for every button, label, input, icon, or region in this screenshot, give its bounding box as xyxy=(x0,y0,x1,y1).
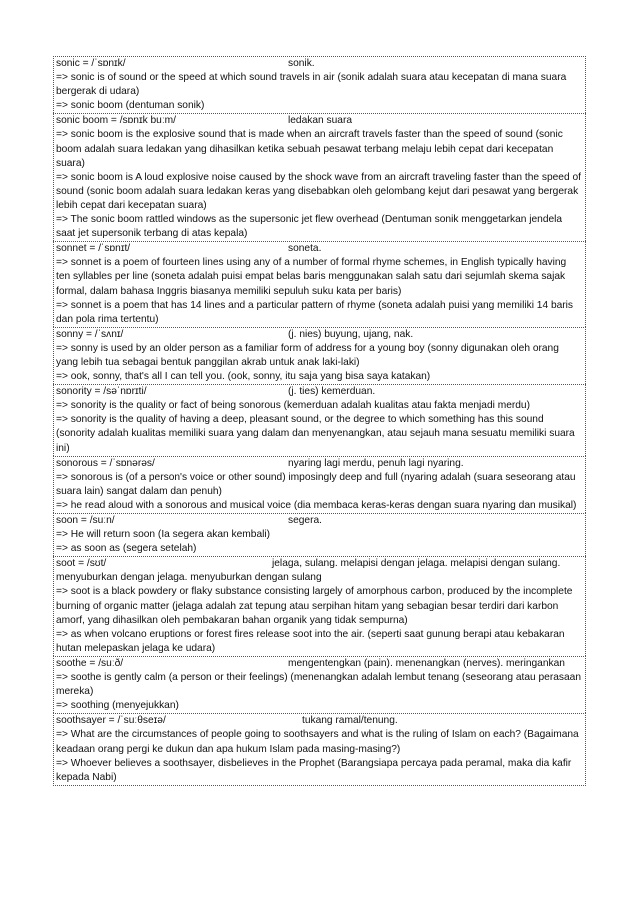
entry-example: => sonny is used by an older person as a familiar form of address for a young boy (sonny digunakan oleh orang yang lebih tua sebagai bentuk panggilan akrab untuk anak laki-laki) xyxy=(56,342,559,368)
entry-headline xyxy=(56,514,583,528)
dictionary-entry xyxy=(53,113,586,241)
entry-headword: soothsayer = /ˈsuːθseɪə/ xyxy=(56,715,166,727)
entry-headline xyxy=(56,114,583,128)
entry-headline xyxy=(56,242,583,256)
entry-example: => The sonic boom rattled windows as the supersonic jet flew overhead (Dentuman sonik menggetarkan jendela saat jet supersonik terbang di atas kepala) xyxy=(56,214,563,240)
entry-example: => sonority is the quality or fact of being sonorous (kemerduan adalah kualitas atau fakta menjadi merdu) xyxy=(56,400,530,412)
entry-translation: ledakan suara xyxy=(288,115,353,127)
entry-headword: sonnet = /ˈsɒnɪt/ xyxy=(56,243,131,255)
entry-translation: mengentengkan (pain). menenangkan (nerves). meringankan xyxy=(288,657,565,669)
entry-headline xyxy=(56,385,583,399)
entry-example: => sonic boom is the explosive sound that is made when an aircraft travels faster than the speed of sound (sonic boom adalah suara ledakan yang dihasilkan ketika sebuah pesawat terbang melaju lebih cepat dari kecepatan suara) xyxy=(56,129,563,169)
entry-example: => he read aloud with a sonorous and musical voice (dia membaca keras-keras dengan suara nyaring dan musikal) xyxy=(56,499,577,511)
dictionary-entry xyxy=(53,556,586,656)
entry-headword: soon = /suːn/ xyxy=(56,515,115,526)
entry-example: => Whoever believes a soothsayer, disbelieves in the Prophet (Barangsiapa percaya pada peramal, maka dia kafir kepada Nabi) xyxy=(56,757,572,783)
dictionary-entry xyxy=(53,56,586,113)
entry-translation: jelaga, sulang. melapisi dengan jelaga. melapisi dengan sulang. xyxy=(272,558,561,570)
entry-example: => sonic is of sound or the speed at which sound travels in air (sonik adalah suara atau kecepatan di mana suara bergerak di udara) xyxy=(56,72,567,98)
entry-headline xyxy=(56,557,583,571)
entry-translation: sonik. xyxy=(288,58,315,69)
dictionary-entry xyxy=(53,713,586,785)
entry-headline xyxy=(56,714,583,728)
entry-headword: sonorous = /ˈsɒnərəs/ xyxy=(56,457,155,469)
entry-headword: soothe = /suːð/ xyxy=(56,657,124,669)
entry-headword: sonic boom = /sɒnɪk buːm/ xyxy=(56,115,176,127)
entry-continuation: menyuburkan dengan jelaga. menyuburkan dengan sulang xyxy=(56,572,322,584)
entry-translation: tukang ramal/tenung. xyxy=(302,715,398,727)
entry-example: => soot is a black powdery or flaky substance consisting largely of amorphous carbon, produced by the incomplete burning of organic matter (jelaga adalah zat tepung atau serpihan hitam yang sebagian besar terdiri dari karbon amorf, yang dihasilkan oleh pembakaran bahan organik yang tidak sempurna) xyxy=(56,586,573,626)
entry-headword: sonority = /səˈnɒrɪti/ xyxy=(56,386,147,398)
entry-example: => sonorous is (of a person's voice or other sound) imposingly deep and full (nyaring adalah (suara seseorang atau suara lain) sangat dalam dan penuh) xyxy=(56,471,576,497)
dictionary-entry xyxy=(53,456,586,513)
entry-translation: (j. nies) buyung, ujang, nak. xyxy=(288,328,414,340)
entry-example: => sonnet is a poem of fourteen lines using any of a number of formal rhyme schemes, in English typically having ten syllables per line (soneta adalah puisi empat belas baris menggunakan salah satu dari sejumlah skema sajak formal, dalam bahasa Inggris biasanya memiliki sepuluh suku kata per baris) xyxy=(56,257,567,297)
entry-example: => sonority is the quality of having a deep, pleasant sound, or the degree to which something has this sound (sonority adalah kualitas memiliki suara yang dalam dan menyenangkan, atau sejauh mana sesuatu memiliki suara ini) xyxy=(56,414,575,454)
dictionary-entry xyxy=(53,384,586,455)
entry-translation: (j. ties) kemerduan. xyxy=(288,386,376,398)
entry-headword: soot = /sʊt/ xyxy=(56,558,107,570)
entry-example: => He will return soon (Ia segera akan kembali) xyxy=(56,529,271,541)
entry-translation: soneta. xyxy=(288,243,322,255)
dictionary-entry xyxy=(53,513,586,556)
entry-example: => ook, sonny, that's all I can tell you. (ook, sonny, itu saja yang bisa saya katakan) xyxy=(56,371,431,383)
entry-example: => soothe is gently calm (a person or their feelings) (menenangkan adalah lembut tenang (seseorang atau perasaan mereka) xyxy=(56,672,581,698)
dictionary-entry xyxy=(53,327,586,384)
dictionary-entry xyxy=(53,241,586,327)
entry-example: => sonic boom (dentuman sonik) xyxy=(56,100,205,112)
entry-headword: sonic = /ˈsɒnɪk/ xyxy=(56,58,126,69)
entry-example: => soothing (menyejukkan) xyxy=(56,700,179,712)
dictionary-entry xyxy=(53,656,586,713)
entry-example: => as soon as (segera setelah) xyxy=(56,543,197,555)
entry-headline xyxy=(56,657,583,671)
entry-translation: segera. xyxy=(288,515,322,526)
entry-headline xyxy=(56,457,583,471)
entry-example: => as when volcano eruptions or forest fires release soot into the air. (seperti saat gunung berapi atau kebakaran hutan melepaskan jelaga ke udara) xyxy=(56,628,565,654)
entry-example: => sonic boom is A loud explosive noise caused by the shock wave from an aircraft traveling faster than the speed of sound (sonic boom adalah suara ledakan keras yang disebabkan oleh gelombang kejut dari pesawat yang bergerak lebih cepat dari kecepatan suara) xyxy=(56,171,581,211)
document-body xyxy=(53,56,586,786)
entry-headline xyxy=(56,328,583,342)
entry-example: => What are the circumstances of people going to soothsayers and what is the ruling of Islam on each? (Bagaimana keadaan orang pergi ke dukun dan apa hukum Islam pada masing-masing?) xyxy=(56,729,579,755)
entry-example: => sonnet is a poem that has 14 lines and a particular pattern of rhyme (soneta adalah puisi yang memiliki 14 baris dan pola rima tertentu) xyxy=(56,299,574,325)
entry-translation: nyaring lagi merdu, penuh lagi nyaring. xyxy=(288,457,464,469)
entry-headword: sonny = /ˈsʌnɪ/ xyxy=(56,328,124,340)
entry-headline xyxy=(56,57,583,71)
